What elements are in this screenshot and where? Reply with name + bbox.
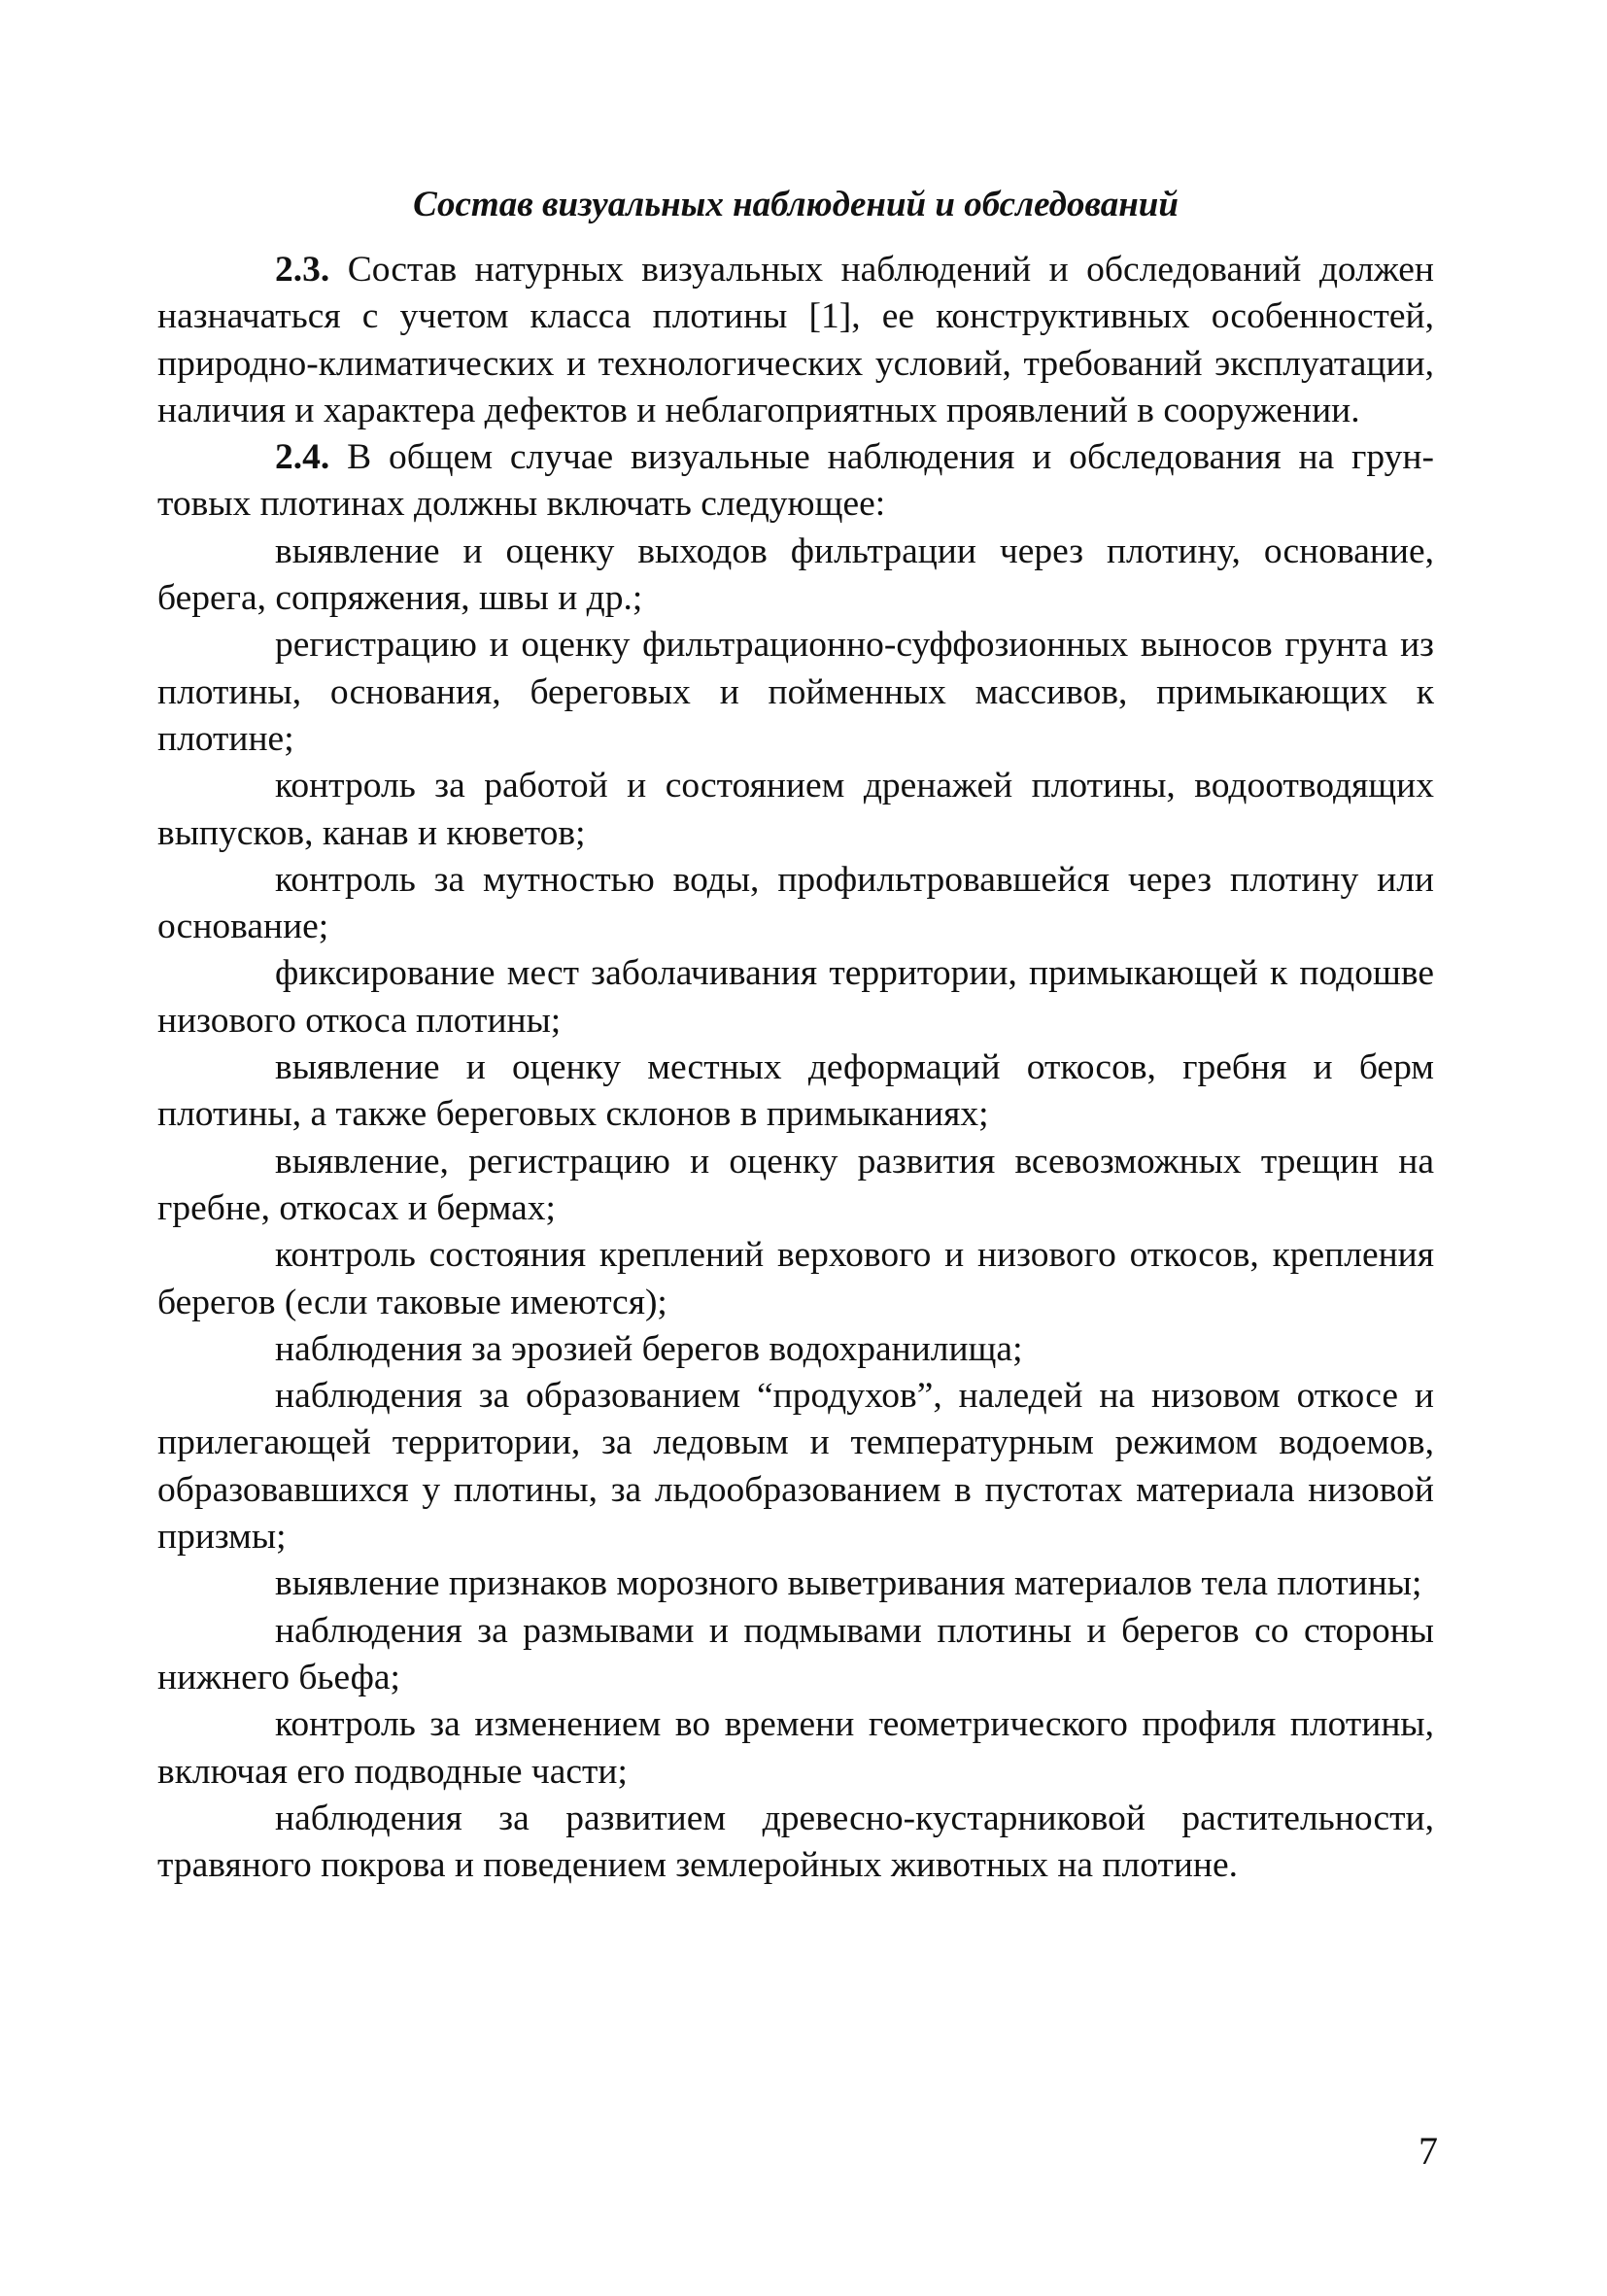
page-number: 7: [1419, 2129, 1438, 2173]
list-item: выявление и оценку местных деформаций откосов, гребня и берм плотины, а также береговых склонов в примыканиях;: [157, 1047, 1434, 1135]
section-heading: Состав визуальных наблюдений и обследований: [413, 185, 1179, 224]
clause-number: 2.4.: [275, 437, 330, 478]
clause-2-4: [157, 434, 1434, 529]
list-item: контроль состояния креплений верхового и низового откосов, крепления берегов (если таковые имеются);: [157, 1235, 1434, 1322]
clause-text: В общем случае визуальные наблюдения и обследования на грунтовых плотинах должны включать следующее:: [157, 437, 1434, 525]
document-page: [157, 183, 1434, 1889]
list-item: контроль за изменением во времени геометрического профиля плотины, включая его подводные части;: [157, 1704, 1434, 1792]
list-item: фиксирование мест заболачивания территории, примыкающей к подошве низового откоса плотины;: [157, 953, 1434, 1041]
list-item: контроль за мутностью воды, профильтровавшейся через плотину или основание;: [157, 859, 1434, 947]
list-item: наблюдения за развитием древесно-кустарниковой растительности, травяного покрова и поведением землеройных животных на плотине.: [157, 1798, 1434, 1886]
list-item: контроль за работой и состоянием дренажей плотины, водоотводящих выпусков, канав и кюветов;: [157, 766, 1434, 853]
list-item: наблюдения за образованием “продухов”, наледей на низовом откосе и прилегающей территории, за ледовым и температурным режимом водоемов, образовавшихся у плотины, за льдообразованием в пустотах материала низовой призмы;: [157, 1376, 1434, 1558]
list-item: выявление и оценку выходов фильтрации через плотину, основание, берега, сопряжения, швы и др.;: [157, 531, 1434, 619]
clause-text: Состав натурных визуальных наблюдений и обследований должен назначаться с учетом класса плотины [1], ее конструктивных особенностей, природно-климатических и технологических условий, требований эксплуатации, наличия и характера дефектов и неблагоприятных проявлений в сооружении.: [157, 250, 1434, 430]
list-item: наблюдения за эрозией берегов водохранилища;: [275, 1328, 1023, 1369]
list-item: наблюдения за размывами и подмывами плотины и берегов со стороны нижнего бьефа;: [157, 1610, 1434, 1697]
list-item: выявление признаков морозного выветривания материалов тела плотины;: [275, 1563, 1422, 1604]
clause-number: 2.3.: [275, 250, 330, 290]
list-item: регистрацию и оценку фильтрационно-суффозионных выносов грунта из плотины, основания, береговых и пойменных массивов, примыкающих к плотине;: [157, 625, 1434, 759]
list-item: выявление, регистрацию и оценку развития всевозможных трещин на гребне, откосах и бермах;: [157, 1141, 1434, 1228]
clause-2-3: [157, 247, 1434, 434]
